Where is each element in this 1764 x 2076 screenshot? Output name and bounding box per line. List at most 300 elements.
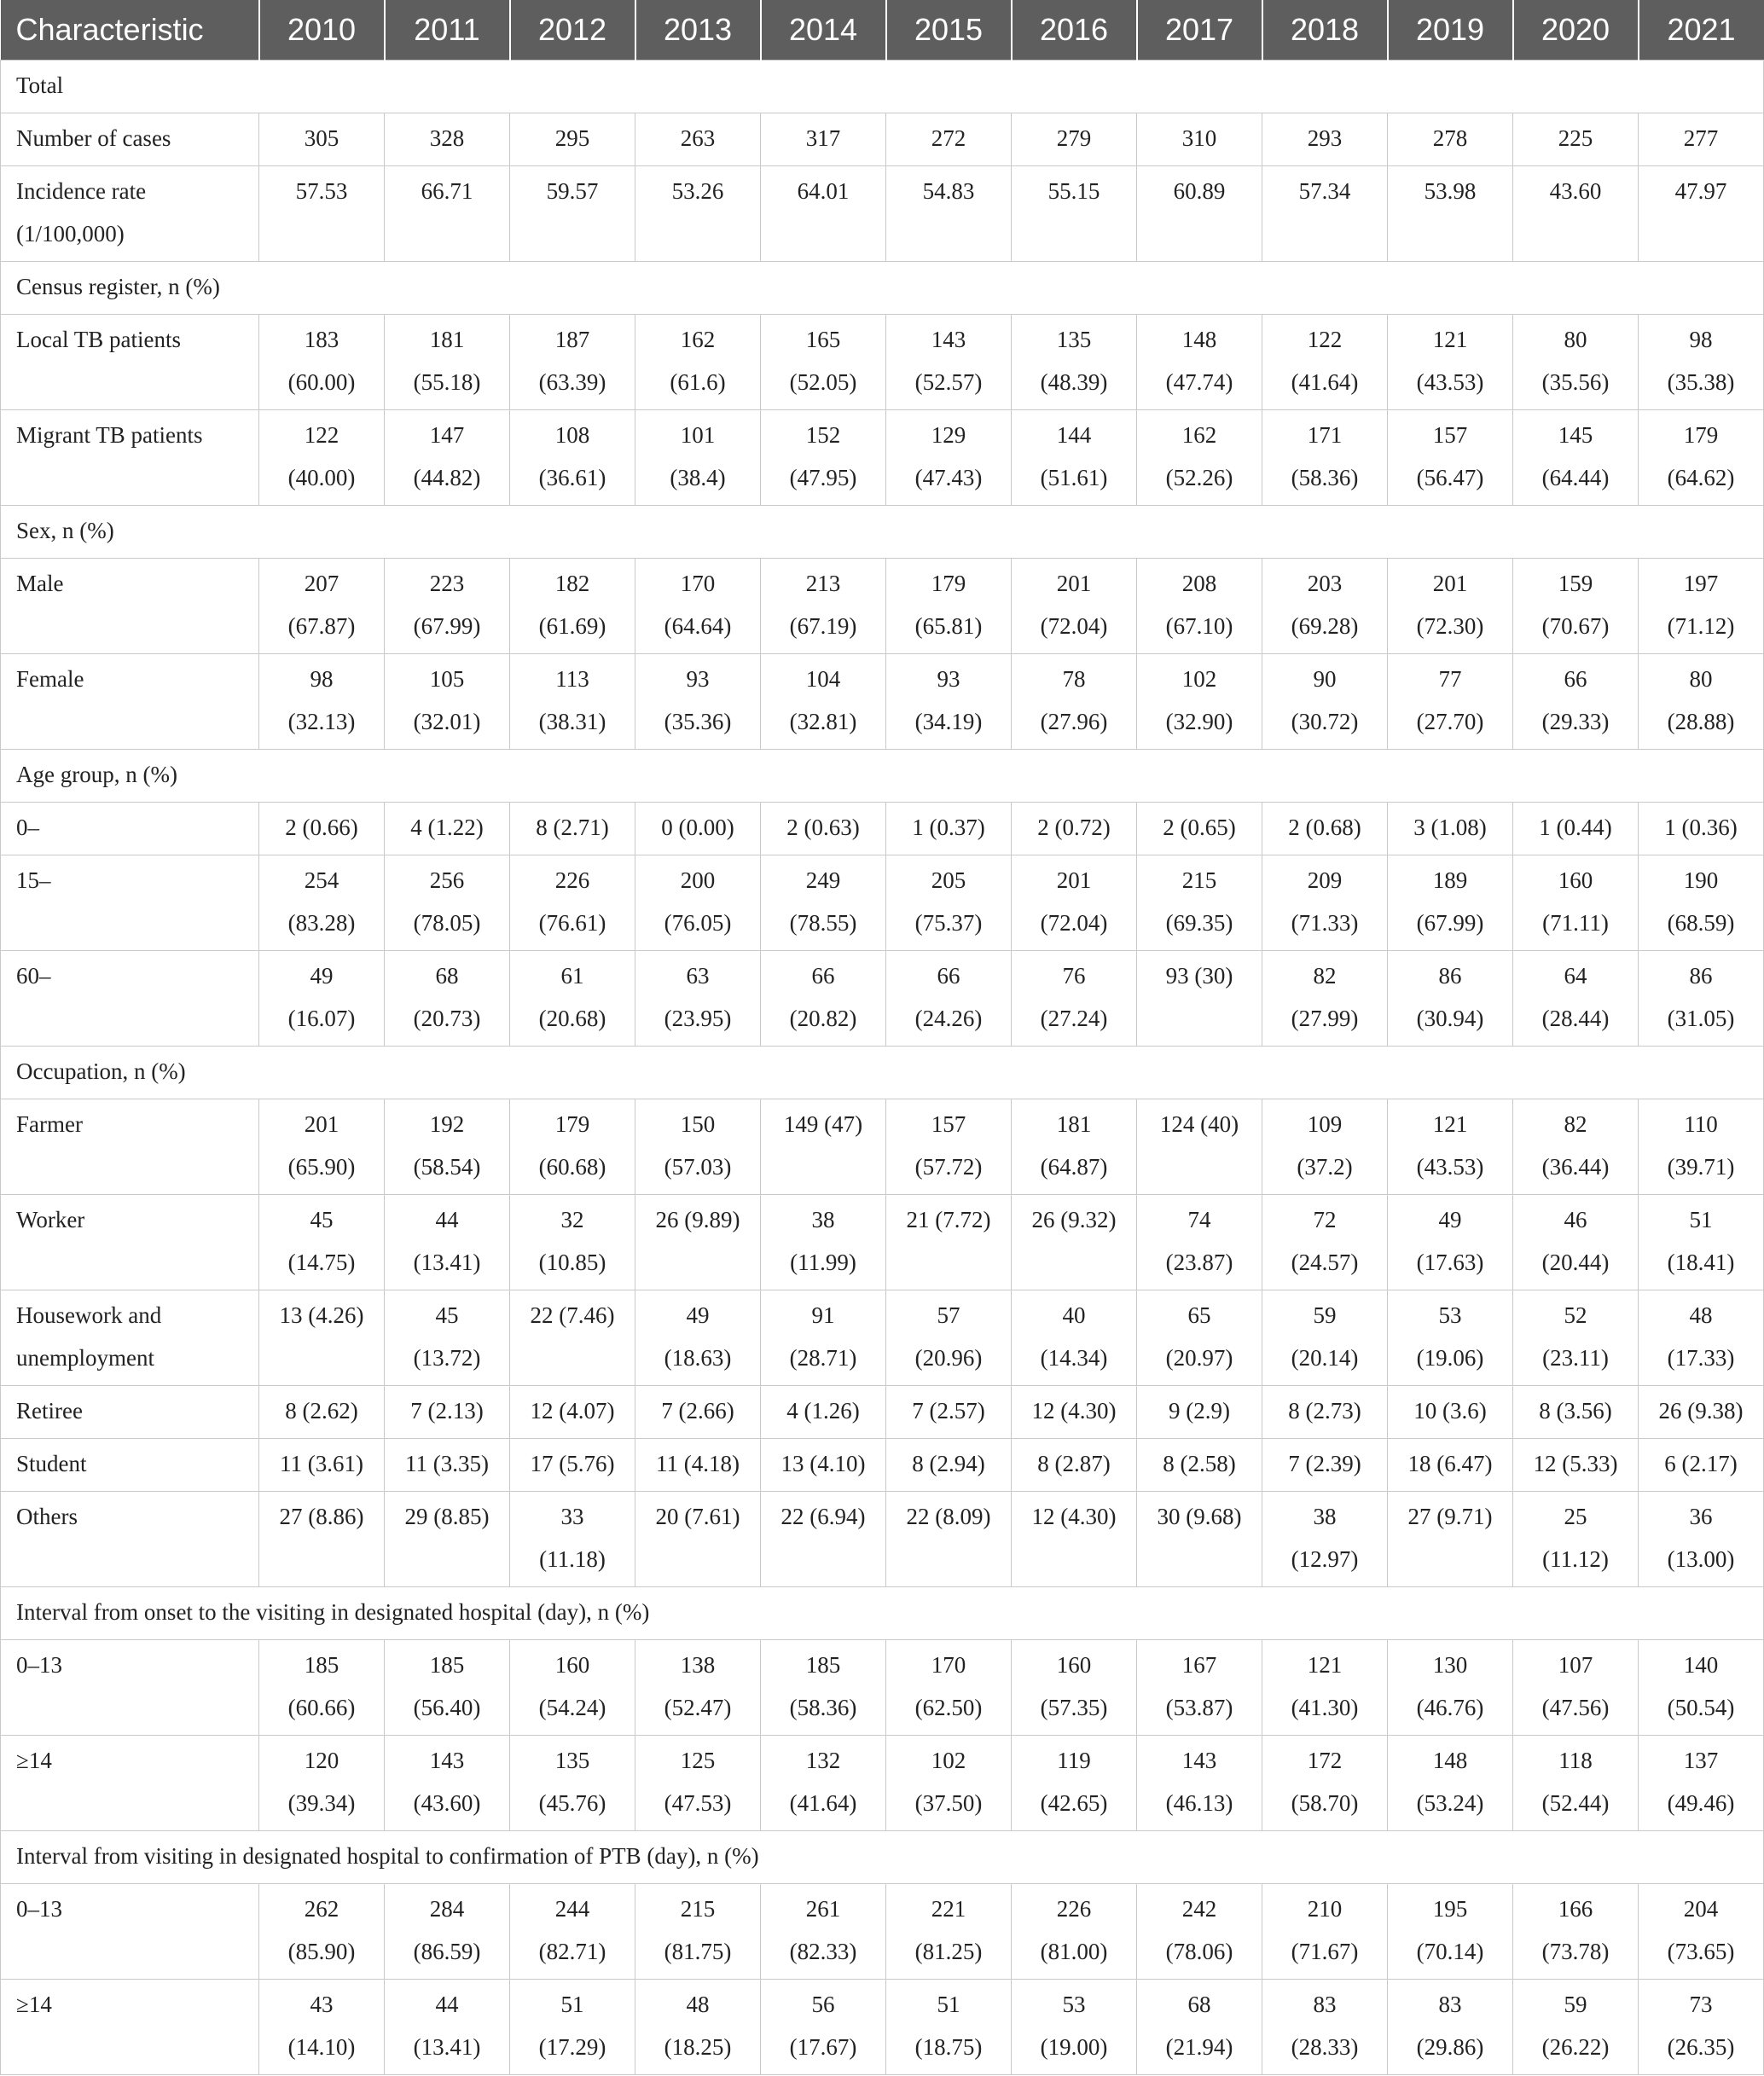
table-cell: [510, 1492, 635, 1587]
cell-value: 82: [1564, 1111, 1587, 1137]
cell-value: 242: [1181, 1896, 1217, 1922]
cell-value: 190: [1683, 867, 1719, 893]
cell-value: (85.90): [287, 1939, 356, 1964]
table-cell: [1262, 410, 1388, 506]
cell-value: (64.64): [664, 613, 732, 639]
table-cell: [510, 559, 635, 654]
cell-value: (35.38): [1667, 369, 1735, 395]
cell-value: 82: [1313, 963, 1337, 989]
row-label: [1, 559, 259, 654]
cell-value: (27.96): [1040, 709, 1108, 734]
table-cell: [761, 1640, 886, 1736]
table-cell: [1137, 559, 1262, 654]
table-cell: [1137, 654, 1262, 750]
cell-value: (35.36): [664, 709, 732, 734]
cell-value: 93: [686, 666, 710, 692]
table-row: [1, 951, 1764, 1047]
cell-value: (67.99): [413, 613, 481, 639]
cell-value: 6 (2.17): [1664, 1451, 1738, 1476]
table-cell: [886, 559, 1012, 654]
cell-value: 187: [554, 327, 590, 352]
cell-value: (67.19): [789, 613, 857, 639]
cell-value: 149 (47): [783, 1111, 863, 1137]
table-cell: [1513, 1386, 1639, 1439]
table-header: [1, 0, 1764, 61]
cell-value: (64.62): [1667, 465, 1735, 490]
table-cell: [259, 1439, 385, 1492]
cell-value: (52.47): [664, 1695, 732, 1720]
cell-value: 148: [1181, 327, 1217, 352]
table-cell: [1262, 113, 1388, 166]
cell-value: (20.97): [1165, 1345, 1233, 1371]
cell-value: (60.66): [287, 1695, 356, 1720]
row-label: [1, 1290, 259, 1386]
cell-value: (12.97): [1291, 1546, 1359, 1572]
table-cell: [1262, 1195, 1388, 1290]
cell-value: (17.33): [1667, 1345, 1735, 1371]
table-cell: [259, 1290, 385, 1386]
row-label: [1, 1099, 259, 1195]
cell-value: 166: [1558, 1896, 1593, 1922]
table-cell: [1012, 559, 1137, 654]
table-cell: [1388, 803, 1513, 855]
cell-value: 132: [805, 1748, 841, 1773]
cell-value: 148: [1432, 1748, 1468, 1773]
table-cell: [1137, 1736, 1262, 1831]
cell-value: 11 (3.35): [405, 1451, 489, 1476]
cell-value: 13 (4.26): [279, 1302, 364, 1328]
cell-value: 46: [1564, 1207, 1587, 1232]
cell-value: 157: [1432, 422, 1468, 448]
column-header-year: 2014: [761, 0, 886, 61]
cell-value: 210: [1307, 1896, 1343, 1922]
cell-value: 4 (1.26): [786, 1398, 860, 1424]
row-label-line: 60–: [16, 963, 51, 989]
cell-value: 160: [1558, 867, 1593, 893]
cell-value: (52.44): [1541, 1790, 1610, 1816]
cell-value: 51: [937, 1992, 960, 2017]
table-cell: [1137, 1439, 1262, 1492]
table-cell: [259, 1386, 385, 1439]
table-cell: [385, 1884, 510, 1980]
table-cell: [1513, 654, 1639, 750]
row-label-line: Student: [16, 1451, 87, 1476]
table-cell: [1388, 1736, 1513, 1831]
cell-value: 43.60: [1549, 178, 1602, 204]
column-header-year: 2013: [635, 0, 761, 61]
table-cell: [1137, 1290, 1262, 1386]
cell-value: (69.28): [1291, 613, 1359, 639]
cell-value: (27.24): [1040, 1006, 1108, 1031]
table-cell: [1639, 654, 1764, 750]
cell-value: (19.06): [1416, 1345, 1484, 1371]
cell-value: 192: [429, 1111, 465, 1137]
table-cell: [1388, 1386, 1513, 1439]
table-cell: [886, 1386, 1012, 1439]
cell-value: 59.57: [546, 178, 599, 204]
cell-value: 38: [811, 1207, 835, 1232]
cell-value: 11 (3.61): [280, 1451, 363, 1476]
table-cell: [1513, 315, 1639, 410]
cell-value: 279: [1056, 125, 1092, 151]
cell-value: (43.60): [413, 1790, 481, 1816]
table-cell: [635, 803, 761, 855]
table-body: [1, 61, 1764, 2075]
cell-value: (43.53): [1416, 1154, 1484, 1180]
table-cell: [761, 410, 886, 506]
row-label-line: ≥14: [16, 1992, 52, 2017]
table-cell: [259, 951, 385, 1047]
cell-value: 261: [805, 1896, 841, 1922]
row-label-line: Others: [16, 1504, 78, 1529]
cell-value: 29 (8.85): [404, 1504, 490, 1529]
table-cell: [1639, 559, 1764, 654]
cell-value: 22 (7.46): [530, 1302, 615, 1328]
row-label: [1, 1492, 259, 1587]
table-cell: [1137, 113, 1262, 166]
cell-value: (36.44): [1541, 1154, 1610, 1180]
cell-value: (11.99): [790, 1250, 856, 1275]
table-cell: [1388, 166, 1513, 262]
cell-value: (14.10): [287, 2034, 356, 2060]
table-cell: [886, 803, 1012, 855]
cell-value: 20 (7.61): [655, 1504, 740, 1529]
cell-value: (32.90): [1165, 709, 1233, 734]
cell-value: (76.61): [538, 910, 606, 936]
cell-value: (78.06): [1165, 1939, 1233, 1964]
column-header-year: 2020: [1513, 0, 1639, 61]
cell-value: 44: [435, 1992, 459, 2017]
table-cell: [1388, 654, 1513, 750]
cell-value: 61: [560, 963, 584, 989]
table-cell: [635, 1290, 761, 1386]
table-cell: [259, 1492, 385, 1587]
cell-value: 140: [1683, 1652, 1719, 1678]
cell-value: 49: [1438, 1207, 1462, 1232]
cell-value: 48: [686, 1992, 710, 2017]
cell-value: 32: [560, 1207, 584, 1232]
table-row: [1, 1492, 1764, 1587]
table-cell: [259, 410, 385, 506]
table-cell: [1388, 315, 1513, 410]
table-cell: [1262, 1980, 1388, 2075]
table-cell: [1639, 1884, 1764, 1980]
table-cell: [635, 1736, 761, 1831]
cell-value: 2 (0.65): [1163, 815, 1236, 840]
cell-value: 226: [554, 867, 590, 893]
cell-value: 121: [1432, 1111, 1468, 1137]
row-label: [1, 951, 259, 1047]
table-cell: [1262, 315, 1388, 410]
cell-value: 47.97: [1674, 178, 1727, 204]
table-cell: [886, 1736, 1012, 1831]
cell-value: 2 (0.68): [1288, 815, 1361, 840]
table-cell: [385, 1492, 510, 1587]
cell-value: 172: [1307, 1748, 1343, 1773]
cell-value: 201: [1056, 571, 1092, 596]
cell-value: 59: [1564, 1992, 1587, 2017]
cell-value: (53.87): [1165, 1695, 1233, 1720]
cell-value: (21.94): [1165, 2034, 1233, 2060]
cell-value: 110: [1684, 1111, 1718, 1137]
table-cell: [1262, 1884, 1388, 1980]
cell-value: (11.18): [539, 1546, 606, 1572]
table-cell: [1012, 1980, 1137, 2075]
cell-value: 53.98: [1424, 178, 1477, 204]
table-cell: [761, 315, 886, 410]
section-label: Interval from onset to the visiting in designated hospital (day), n (%): [1, 1587, 1764, 1640]
table-row: [1, 1195, 1764, 1290]
cell-value: (49.46): [1667, 1790, 1735, 1816]
table-cell: [1388, 951, 1513, 1047]
cell-value: (24.57): [1291, 1250, 1359, 1275]
cell-value: (39.71): [1667, 1154, 1735, 1180]
section-header-row: [1, 61, 1764, 113]
table-cell: [1012, 654, 1137, 750]
cell-value: 91: [811, 1302, 835, 1328]
row-label: [1, 1980, 259, 2075]
table-cell: [761, 855, 886, 951]
table-cell: [1513, 803, 1639, 855]
cell-value: (67.10): [1165, 613, 1233, 639]
table-cell: [259, 1195, 385, 1290]
cell-value: 135: [1056, 327, 1092, 352]
cell-value: 122: [1307, 327, 1343, 352]
cell-value: 221: [931, 1896, 966, 1922]
cell-value: (18.63): [664, 1345, 732, 1371]
cell-value: (14.34): [1040, 1345, 1108, 1371]
table-row: [1, 1099, 1764, 1195]
cell-value: 8 (2.87): [1037, 1451, 1111, 1476]
table-cell: [1137, 1980, 1262, 2075]
cell-value: 201: [1056, 867, 1092, 893]
table-row: [1, 1439, 1764, 1492]
cell-value: 160: [1056, 1652, 1092, 1678]
table-row: [1, 654, 1764, 750]
cell-value: 215: [1181, 867, 1217, 893]
column-header-year: 2017: [1137, 0, 1262, 61]
table-cell: [385, 315, 510, 410]
table-cell: [259, 1884, 385, 1980]
table-cell: [635, 1099, 761, 1195]
table-cell: [1388, 1492, 1513, 1587]
table-cell: [1639, 951, 1764, 1047]
table-cell: [635, 1640, 761, 1736]
cell-value: 328: [429, 125, 465, 151]
cell-value: 73: [1689, 1992, 1713, 2017]
cell-value: (29.33): [1541, 709, 1610, 734]
cell-value: (34.19): [914, 709, 983, 734]
table-cell: [1262, 1099, 1388, 1195]
cell-value: 181: [429, 327, 465, 352]
table-cell: [635, 654, 761, 750]
cell-value: 57: [937, 1302, 960, 1328]
cell-value: (58.70): [1291, 1790, 1359, 1816]
table-row: [1, 803, 1764, 855]
cell-value: 64.01: [797, 178, 850, 204]
cell-value: 12 (4.07): [530, 1398, 615, 1424]
row-label: [1, 654, 259, 750]
cell-value: 21 (7.72): [906, 1207, 991, 1232]
table-cell: [1639, 1980, 1764, 2075]
cell-value: (60.68): [538, 1154, 606, 1180]
table-cell: [385, 1980, 510, 2075]
cell-value: 48: [1689, 1302, 1713, 1328]
cell-value: 45: [310, 1207, 334, 1232]
table-cell: [385, 559, 510, 654]
cell-value: 143: [429, 1748, 465, 1773]
table-cell: [1012, 803, 1137, 855]
table-cell: [1513, 951, 1639, 1047]
cell-value: (86.59): [413, 1939, 481, 1964]
cell-value: 256: [429, 867, 465, 893]
table-cell: [385, 166, 510, 262]
cell-value: (82.33): [789, 1939, 857, 1964]
table-cell: [635, 1195, 761, 1290]
cell-value: (37.2): [1297, 1154, 1353, 1180]
cell-value: (26.35): [1667, 2034, 1735, 2060]
table-row: [1, 113, 1764, 166]
row-label: [1, 1884, 259, 1980]
cell-value: 36: [1689, 1504, 1713, 1529]
table-cell: [1262, 951, 1388, 1047]
cell-value: (32.01): [413, 709, 481, 734]
cell-value: 137: [1683, 1748, 1719, 1773]
table-cell: [635, 1884, 761, 1980]
cell-value: 170: [931, 1652, 966, 1678]
cell-value: (14.75): [287, 1250, 356, 1275]
table-cell: [259, 654, 385, 750]
table-cell: [1639, 1492, 1764, 1587]
cell-value: (63.39): [538, 369, 606, 395]
cell-value: 102: [1181, 666, 1217, 692]
row-label-line: Retiree: [16, 1398, 83, 1424]
table-cell: [385, 855, 510, 951]
cell-value: (61.6): [670, 369, 726, 395]
table-cell: [1012, 1736, 1137, 1831]
cell-value: 7 (2.13): [410, 1398, 484, 1424]
cell-value: 60.89: [1173, 178, 1226, 204]
cell-value: 244: [554, 1896, 590, 1922]
cell-value: 171: [1307, 422, 1343, 448]
cell-value: (18.75): [914, 2034, 983, 2060]
row-label: [1, 113, 259, 166]
cell-value: (47.95): [789, 465, 857, 490]
table-cell: [1137, 1884, 1262, 1980]
cell-value: (78.55): [789, 910, 857, 936]
table-cell: [1137, 1640, 1262, 1736]
table-cell: [385, 113, 510, 166]
column-header-year: 2018: [1262, 0, 1388, 61]
cell-value: (23.95): [664, 1006, 732, 1031]
table-cell: [1513, 1980, 1639, 2075]
table-cell: [1388, 1099, 1513, 1195]
cell-value: (47.56): [1541, 1695, 1610, 1720]
cell-value: (28.44): [1541, 1006, 1610, 1031]
cell-value: 11 (4.18): [656, 1451, 740, 1476]
table-cell: [886, 1640, 1012, 1736]
row-label: [1, 1640, 259, 1736]
cell-value: (71.33): [1291, 910, 1359, 936]
cell-value: 2 (0.63): [786, 815, 860, 840]
cell-value: 147: [429, 422, 465, 448]
table-cell: [1137, 1492, 1262, 1587]
table-cell: [510, 803, 635, 855]
cell-value: 143: [931, 327, 966, 352]
table-cell: [1388, 1980, 1513, 2075]
cell-value: (23.87): [1165, 1250, 1233, 1275]
cell-value: 26 (9.38): [1658, 1398, 1744, 1424]
table-cell: [1639, 1640, 1764, 1736]
table-cell: [1137, 855, 1262, 951]
cell-value: 225: [1558, 125, 1593, 151]
table-cell: [1388, 1640, 1513, 1736]
cell-value: (70.14): [1416, 1939, 1484, 1964]
cell-value: (76.05): [664, 910, 732, 936]
table-cell: [1388, 559, 1513, 654]
table-cell: [1513, 1290, 1639, 1386]
cell-value: (71.67): [1291, 1939, 1359, 1964]
cell-value: 12 (4.30): [1031, 1398, 1117, 1424]
cell-value: 159: [1558, 571, 1593, 596]
table-cell: [1513, 1492, 1639, 1587]
cell-value: 293: [1307, 125, 1343, 151]
cell-value: 160: [554, 1652, 590, 1678]
table-cell: [259, 113, 385, 166]
row-label: [1, 166, 259, 262]
cell-value: 72: [1313, 1207, 1337, 1232]
cell-value: 170: [680, 571, 716, 596]
cell-value: (47.53): [664, 1790, 732, 1816]
cell-value: 1 (0.36): [1664, 815, 1738, 840]
cell-value: 9 (2.9): [1169, 1398, 1230, 1424]
cell-value: 165: [805, 327, 841, 352]
table-cell: [1012, 1386, 1137, 1439]
cell-value: (36.61): [538, 465, 606, 490]
table-cell: [1639, 855, 1764, 951]
cell-value: (64.44): [1541, 465, 1610, 490]
cell-value: 8 (2.73): [1288, 1398, 1361, 1424]
table-cell: [1012, 1884, 1137, 1980]
cell-value: (51.61): [1040, 465, 1108, 490]
cell-value: (67.99): [1416, 910, 1484, 936]
cell-value: 104: [805, 666, 841, 692]
table-cell: [1513, 166, 1639, 262]
table-cell: [259, 315, 385, 410]
cell-value: 25: [1564, 1504, 1587, 1529]
table-row: [1, 1290, 1764, 1386]
cell-value: (72.04): [1040, 613, 1108, 639]
section-header-row: [1, 1831, 1764, 1884]
table-cell: [385, 803, 510, 855]
cell-value: (13.72): [413, 1345, 481, 1371]
cell-value: 98: [1689, 327, 1713, 352]
table-cell: [1012, 1099, 1137, 1195]
cell-value: (32.81): [789, 709, 857, 734]
cell-value: 0 (0.00): [661, 815, 734, 840]
table-cell: [510, 951, 635, 1047]
column-header-year: 2015: [886, 0, 1012, 61]
table-cell: [1639, 1099, 1764, 1195]
cell-value: (20.96): [914, 1345, 983, 1371]
cell-value: 3 (1.08): [1413, 815, 1487, 840]
row-label-line: Male: [16, 571, 64, 596]
cell-value: (65.81): [914, 613, 983, 639]
cell-value: (20.73): [413, 1006, 481, 1031]
cell-value: (44.82): [413, 465, 481, 490]
row-label-line: Farmer: [16, 1111, 83, 1137]
cell-value: (38.31): [538, 709, 606, 734]
